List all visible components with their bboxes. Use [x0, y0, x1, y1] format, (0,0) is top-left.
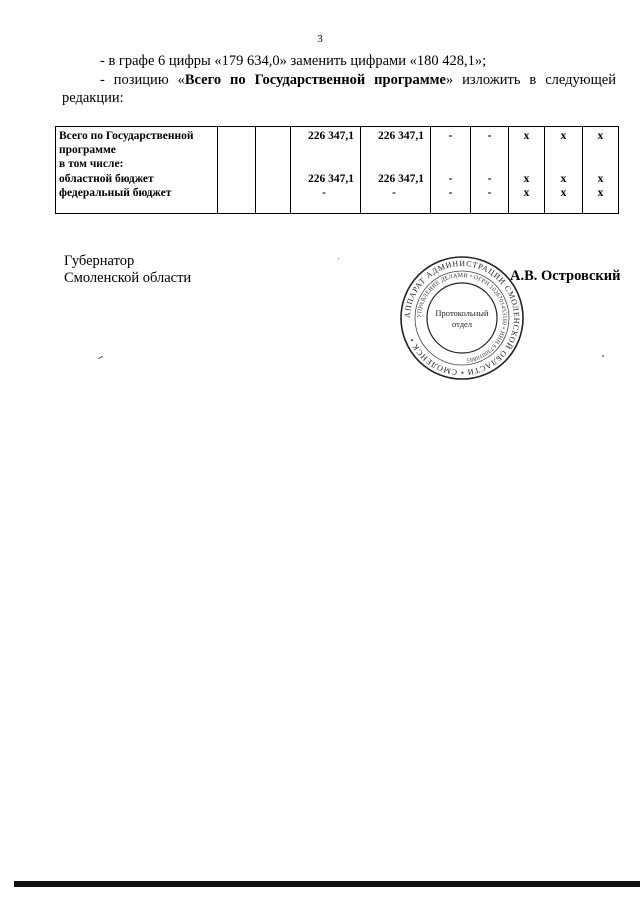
paragraph-text-before: - позицию «: [100, 72, 185, 88]
paragraph-bold-term: Всего по Государственной программе: [184, 72, 446, 88]
official-seal: [398, 254, 526, 382]
paragraph-text-after: » изложить в следующей: [445, 72, 616, 88]
table-cell-empty: [218, 127, 256, 214]
table-row-label: [56, 127, 218, 214]
seal-center-line2: отдел: [451, 319, 473, 329]
scan-mark: [98, 356, 103, 359]
table-cell-column-d: - - -: [471, 127, 509, 214]
signer-title-line2: Смоленской области: [64, 270, 192, 286]
seal-outer-text: АППАРАТ АДМИНИСТРАЦИИ СМОЛЕНСКОЙ ОБЛАСТИ • СМОЛЕНСК •: [402, 258, 522, 378]
scan-bottom-border: [14, 881, 640, 887]
paragraph-total-position: [100, 71, 616, 89]
table-row: [56, 127, 619, 214]
label-regional-budget: областной бюджет: [59, 172, 154, 185]
page-number: 3: [317, 33, 323, 45]
paragraph-edition: редакции:: [62, 90, 124, 106]
table-cell-column-g: x x x: [583, 127, 619, 214]
table-cell-column-f: x x x: [545, 127, 583, 214]
scan-dot: [338, 258, 339, 259]
budget-table: [55, 126, 619, 214]
scan-dot: [602, 355, 604, 357]
table-cell-column-b: 226 347,1 226 347,1 -: [361, 127, 431, 214]
signer-name: А.В. Островский: [510, 268, 621, 284]
label-federal-budget: федеральный бюджет: [59, 186, 172, 199]
paragraph-column-6-change: - в графе 6 цифры «179 634,0» заменить цифрами «180 428,1»;: [100, 53, 487, 69]
table-cell-column-a: 226 347,1 226 347,1 -: [291, 127, 361, 214]
signer-title: [64, 253, 191, 287]
table-cell-column-e: x x x: [509, 127, 545, 214]
label-total-line1: Всего по Государственной: [59, 130, 194, 142]
seal-inner-text: УПРАВЛЕНИЕ ДЕЛАМИ • ОГРН 1026701453160 • ИНН 6730010885: [416, 272, 508, 363]
table-cell-empty: [256, 127, 291, 214]
label-total-line2: программе: [59, 144, 116, 157]
signer-title-line1: Губернатор: [64, 253, 135, 269]
label-including: в том числе:: [59, 158, 124, 171]
table-cell-column-c: - - -: [431, 127, 471, 214]
seal-center-line1: Протокольный: [435, 308, 489, 318]
